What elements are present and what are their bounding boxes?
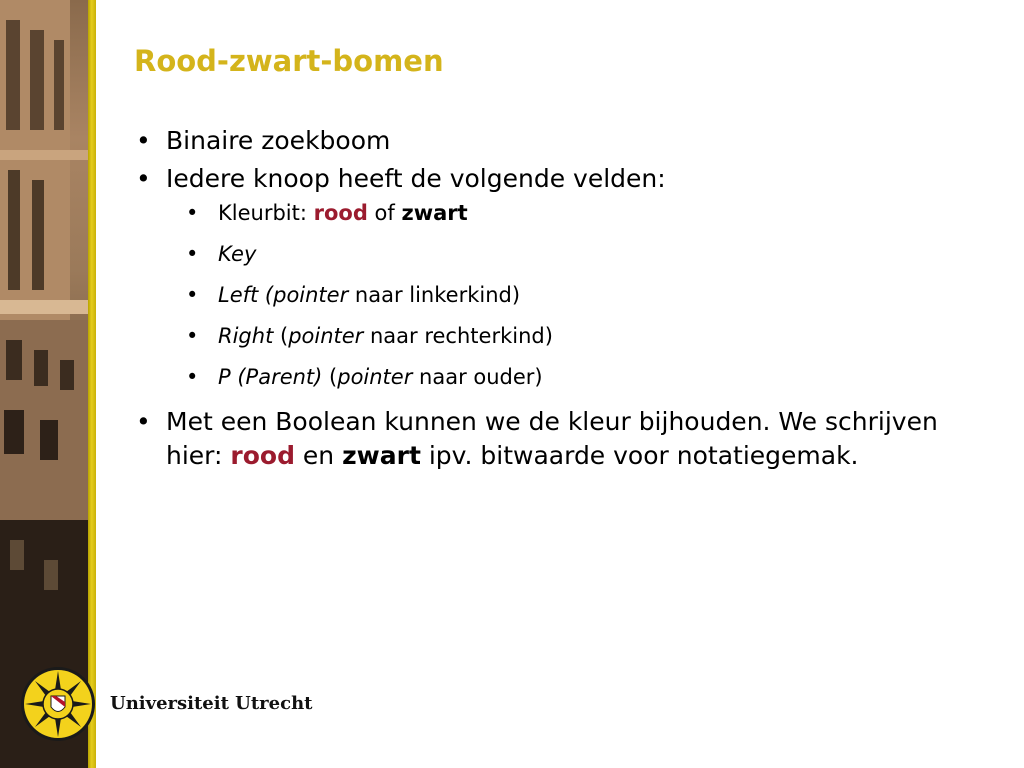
right-italic: Right	[218, 324, 274, 348]
right-pointer: pointer	[288, 324, 364, 348]
sub-bullet-parent	[134, 364, 954, 390]
left-italic: Left (pointer	[218, 283, 349, 307]
boolean-part1: Met een Boolean kunnen we de kleur bijhouden. We schrijven hier:	[166, 407, 938, 470]
boolean-part2: ipv. bitwaarde voor notatiegemak.	[420, 441, 859, 470]
zwart-word: zwart	[401, 201, 468, 225]
bullet-dot: •	[186, 201, 199, 225]
sub-bullet-kleurbit	[134, 200, 954, 226]
en-word: en	[294, 441, 343, 470]
bullet-boolean	[134, 405, 954, 473]
bullet-binaire-zoekboom	[134, 124, 954, 158]
tower-illustration	[0, 0, 88, 768]
sub-bullet-right	[134, 323, 954, 349]
parent-rest: naar ouder)	[412, 365, 543, 389]
bullet-text: Binaire zoekboom	[166, 126, 391, 155]
slide-title: Rood-zwart-bomen	[134, 44, 444, 78]
rood-word: rood	[230, 441, 295, 470]
right-open: (	[273, 324, 289, 348]
dom-tower-photo	[0, 0, 88, 768]
bullet-dot: •	[186, 283, 199, 307]
bullet-dot: •	[186, 324, 199, 348]
sub-bullet-left	[134, 282, 954, 308]
bullet-dot: •	[136, 407, 151, 436]
rood-word: rood	[313, 201, 368, 225]
left-rest: naar linkerkind)	[348, 283, 521, 307]
gold-stripe	[88, 0, 96, 768]
university-name: Universiteit Utrecht	[110, 693, 313, 714]
sub-bullet-list	[134, 200, 954, 390]
zwart-word: zwart	[342, 441, 421, 470]
kleurbit-label: Kleurbit:	[218, 201, 314, 225]
parent-italic: P (Parent)	[218, 365, 323, 389]
bullet-dot: •	[186, 242, 199, 266]
bullet-dot: •	[136, 126, 151, 155]
bullet-velden	[134, 162, 954, 196]
bullet-dot: •	[186, 365, 199, 389]
parent-pointer: pointer	[337, 365, 413, 389]
bullet-text: Iedere knoop heeft de volgende velden:	[166, 164, 666, 193]
bullet-list	[134, 124, 954, 477]
parent-open: (	[322, 365, 338, 389]
of-word: of	[367, 201, 402, 225]
right-rest: naar rechterkind)	[363, 324, 553, 348]
sub-bullet-key	[134, 241, 954, 267]
bullet-dot: •	[136, 164, 151, 193]
key-text: Key	[218, 242, 257, 266]
